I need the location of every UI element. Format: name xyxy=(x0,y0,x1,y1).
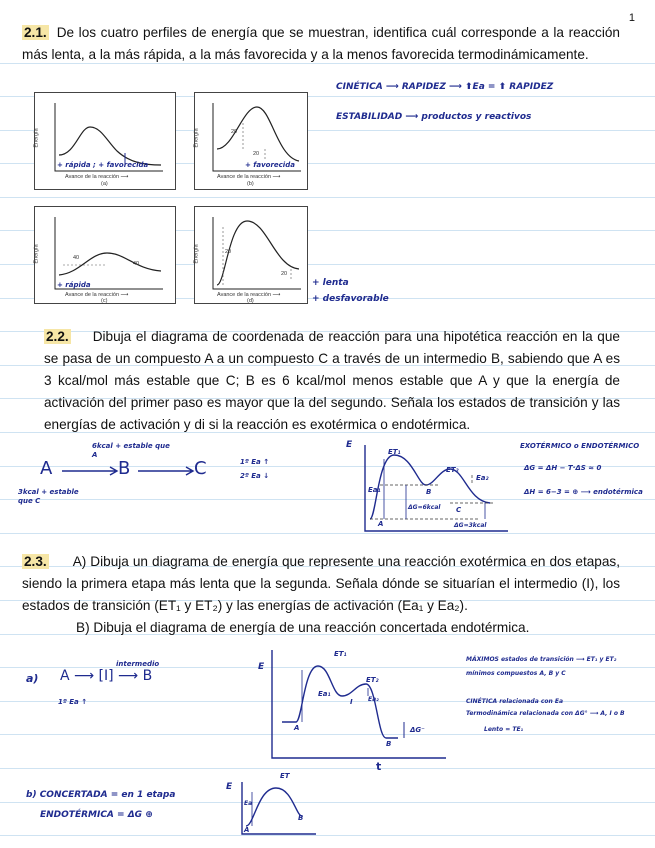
energy-profile-c xyxy=(34,206,176,304)
note-desfavorable: + desfavorable xyxy=(312,294,389,304)
exercise-2-3 xyxy=(22,551,620,617)
energy-profile-a xyxy=(34,92,176,190)
hw-23-b-endo: ENDOTÉRMICA = ΔG ⊕ xyxy=(40,810,153,820)
hw-22-lbl-a: A xyxy=(378,520,384,528)
hw-23-dg: ΔG⁻ xyxy=(410,726,425,734)
hw-23-ea1: 1º Ea ↑ xyxy=(58,698,88,706)
note-lenta: + lenta xyxy=(312,278,349,288)
profile-c-curve xyxy=(35,207,175,303)
dg-d: 20 xyxy=(281,271,288,277)
diagram-23a xyxy=(268,650,448,760)
ea-c: 40 xyxy=(73,255,80,261)
hw-23-a-label: a) xyxy=(26,672,39,685)
exercise-2-1 xyxy=(22,22,620,66)
ylabel-d: Energía xyxy=(193,244,200,264)
xlabel-c: Avance de la reacción ⟶ xyxy=(65,292,129,298)
hw-22-lbl-b: B xyxy=(426,488,432,496)
hw-22-lbl-c: C xyxy=(456,506,462,514)
hw-23-a: A xyxy=(294,724,300,732)
hw-22-eq1: ΔG = ΔH − T·ΔS ≈ 0 xyxy=(524,464,602,472)
label-c: + rápida xyxy=(57,281,91,289)
dg-b: 20 xyxy=(253,151,260,157)
hw-23-ea2-lbl: Ea₂ xyxy=(368,696,379,703)
hw-22-above: 6kcal + estable que A xyxy=(92,442,170,459)
diagram-23b xyxy=(238,782,318,838)
hw-23-note1a: MÁXIMOS estados de transición ⟶ ET₁ y ET₂ xyxy=(466,656,617,663)
xlabel-b: Avance de la reacción ⟶ xyxy=(217,174,281,180)
hw-23-e: E xyxy=(258,662,265,672)
page-number: 1 xyxy=(628,12,635,24)
tag-c: (c) xyxy=(101,298,108,304)
exercise-number: 2.1. xyxy=(24,25,47,40)
hw-22-ea2: 2º Ea ↓ xyxy=(240,472,270,480)
hw-23-et1: ET₁ xyxy=(334,650,347,658)
hw-23-note2c: Lento = TE₁ xyxy=(484,726,524,733)
hw-23b-et: ET xyxy=(280,772,290,780)
hw-23-b-label: b) CONCERTADA = en 1 etapa xyxy=(26,790,176,800)
ea-d: 20 xyxy=(225,249,232,255)
exercise-number: 2.2. xyxy=(46,329,69,344)
hw-23-note1b: mínimos compuestos A, B y C xyxy=(466,670,566,677)
exercise-number: 2.3. xyxy=(24,554,47,569)
hw-23-b: B xyxy=(386,740,392,748)
note-cinetica: CINÉTICA ⟶ RAPIDEZ ⟶ ⬆Ea = ⬆ RAPIDEZ xyxy=(336,82,554,92)
hw-23-note2a: CINÉTICA relacionada con Ea xyxy=(466,698,564,705)
hw-23-ea1-lbl: Ea₁ xyxy=(318,690,331,698)
exercise-text: De los cuatro perfiles de energía que se muestran, identifica cuál corresponde a la reacción más lenta, a la más rápida, a la más favorecida y a la menos favorecida termodinámicamente. xyxy=(22,25,620,62)
hw-23-note2b: Termodinámica relacionada con ΔG° ⟶ A, I o B xyxy=(466,710,625,717)
hw-23-i: I xyxy=(350,698,353,706)
hw-22-et1: ET₁ xyxy=(388,448,401,456)
arrow-b-c xyxy=(138,466,198,476)
hw-22-b: B xyxy=(118,458,131,479)
profile-d-curve xyxy=(195,207,307,303)
exercise-2-3-b xyxy=(76,617,616,639)
hw-23-intermedio: intermedio xyxy=(116,660,160,668)
hw-22-title: EXOTÉRMICO o ENDOTÉRMICO xyxy=(520,442,640,450)
xlabel-d: Avance de la reacción ⟶ xyxy=(217,292,281,298)
tag-a: (a) xyxy=(101,181,108,187)
arrow-a-b xyxy=(62,466,122,476)
label-a: + rápida ; + favorecida xyxy=(57,161,149,169)
hw-22-c: C xyxy=(194,458,207,479)
note-estabilidad: ESTABILIDAD ⟶ productos y reactivos xyxy=(336,112,532,122)
exercise-text: Dibuja el diagrama de coordenada de reacción para una hipotética reacción en la que se pasa de un compuesto A a un compuesto C a través de un intermedio B, sabiendo que A es 3 kcal/mol más estable que C; B es 6 kcal/mol menos estable que A y que la energía de activación del primer paso es mayor que la del segundo. Señala los estados de transición y las energías de activación y di si la reacción es exotérmica o endotérmica. xyxy=(44,329,620,432)
hw-22-et2: ET₂ xyxy=(446,466,459,474)
exercise-text-a: A) Dibuja un diagrama de energía que represente una reacción exotérmica en dos etapas, siendo la primera etapa más lenta que la segunda. Señala dónde se situarían el intermedio (I), los estados de transición (ET₁ y ET₂) y las energías de activación (Ea₁ y Ea₂). xyxy=(22,554,620,613)
exercise-2-2 xyxy=(44,326,620,436)
hw-23b-a: A xyxy=(244,826,250,834)
hw-23b-b: B xyxy=(298,814,304,822)
ea-b: 20 xyxy=(231,129,238,135)
ylabel-c: Energía xyxy=(33,244,40,264)
hw-22-ea1: 1º Ea ↑ xyxy=(240,458,270,466)
hw-22-eq2: ΔH = 6−3 = ⊕ ⟶ endotérmica xyxy=(524,488,643,496)
hw-22-ea2-lbl: Ea₂ xyxy=(476,474,489,482)
xlabel-a: Avance de la reacción ⟶ xyxy=(65,174,129,180)
hw-22-e: E xyxy=(346,440,353,450)
tag-d: (d) xyxy=(247,298,254,304)
energy-profile-b xyxy=(194,92,308,190)
label-b: + favorecida xyxy=(245,161,295,169)
hw-23-et2: ET₂ xyxy=(366,676,379,684)
hw-23b-e: E xyxy=(226,782,233,792)
exercise-text-b: B) Dibuja el diagrama de energía de una reacción concertada endotérmica. xyxy=(76,620,530,635)
ylabel-a: Energía xyxy=(33,128,40,148)
hw-22-dg6: ΔG=6kcal xyxy=(408,504,441,511)
hw-22-ea1-lbl: Ea₁ xyxy=(368,486,381,494)
hw-23-a-eq: A ⟶ [I] ⟶ B xyxy=(60,668,153,684)
hw-23-t: t xyxy=(376,760,382,773)
hw-22-a: A xyxy=(40,458,53,479)
dg-c: 40 xyxy=(133,261,140,267)
ylabel-b: Energía xyxy=(193,128,200,148)
hw-22-below: 3kcal + estable que C xyxy=(18,488,79,505)
energy-profile-d xyxy=(194,206,308,304)
hw-22-dg3: ΔG=3kcal xyxy=(454,522,487,529)
hw-23b-ea: Ea xyxy=(244,800,253,807)
tag-b: (b) xyxy=(247,181,254,187)
